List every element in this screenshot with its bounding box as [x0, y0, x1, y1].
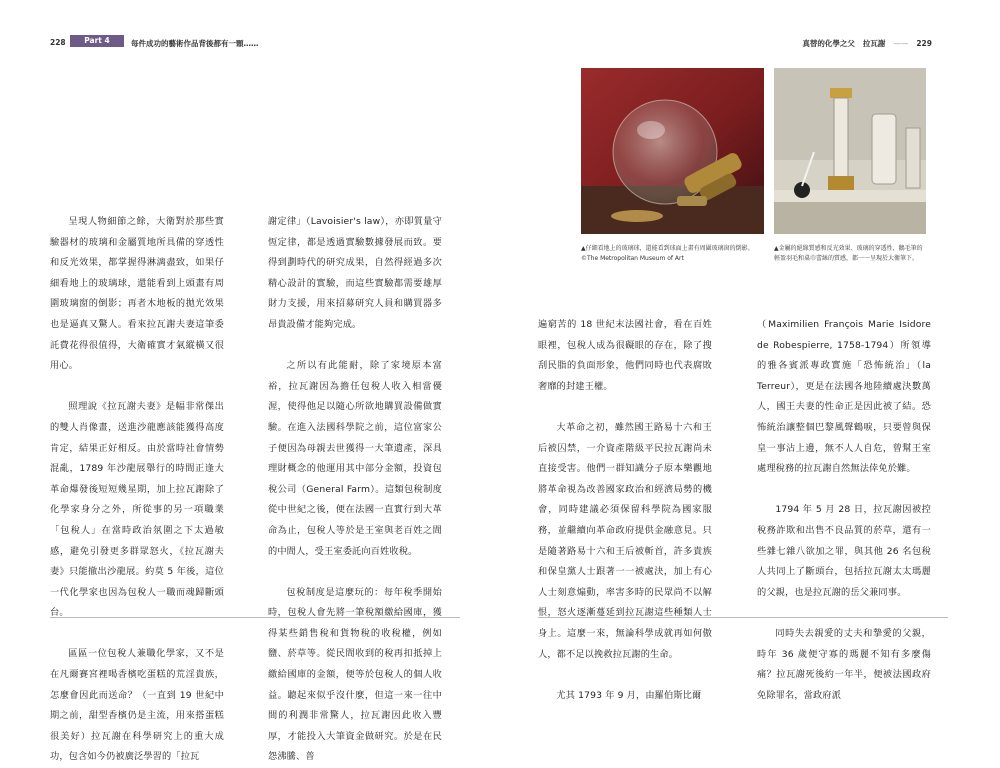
left-column-1 [50, 212, 224, 768]
part-badge: Part 4 [70, 35, 124, 47]
photo-caption-left [581, 244, 759, 264]
page-number-left: 228 [50, 38, 66, 47]
left-column-2 [268, 212, 442, 768]
glass-globe-detail-photo [581, 68, 764, 234]
paragraph: 大革命之初，雖然國王路易十六和王后被囚禁，一介資產階級平民拉瓦謝尚未直接受害。他們一群知識分子原本樂觀地將革命視為改善國家政治和經濟局勢的機會，同時建議必須保留科學院為國家服務，並繼續向革命政府提供金融意見。只是隨著路易十六和王后被斬首，許多貴族和保皇黨人士跟著一一被處決，加上有心人士刻意煽動，率害多時的民眾尚不以解恨，怒火逐漸蔓延到拉瓦謝這些種類人士身上。這麼一來，無論科學成就再如何傲人，都不足以挽救拉瓦謝的生命。 [538, 421, 712, 660]
paragraph: 之所以有此能耐，除了家境原本富裕，拉瓦謝因為擔任包稅人收入相當優渥，使得他足以隨心所欲地購買設備做實驗。在進入法國科學院之前，這位富家公子便因為母親去世獲得一大筆遺產，深具理財概念的他運用其中部分金額，投資包稅公司（General Farm）。這類包稅制度從中世紀之後，便在法國一直實行到大革命為止，包稅人等於是王室與老百姓之間的中間人，受王室委託向百姓收稅。 [268, 360, 442, 557]
photo-credit: ©The Metropolitan Museum of Art [581, 255, 684, 262]
right-column-2 [757, 315, 931, 706]
paragraph: 包稅制度是這麼玩的：每年稅季開始時，包稅人會先將一筆稅額繳給國庫，獲得某些銷售稅和貨物稅的收稅權，例如鹽、菸草等。從民間收到的稅再扣抵掉上繳給國庫的金額，便等於包稅人的個人收益。聽起來似乎沒什麼，但這一來一往中間的利潤非常驚人，拉瓦謝因此收入豐厚，才能投入大筆資金做研究。於是在民怨沸騰、普 [268, 586, 442, 763]
footer-rule-right [538, 617, 948, 618]
right-column-1 [538, 315, 712, 706]
paragraph: 尤其 1793 年 9 月，由羅伯斯比爾 [556, 689, 702, 701]
running-header-left: 每件成功的藝術作品背後都有一顆…… [131, 39, 259, 48]
paragraph: 1794 年 5 月 28 日，拉瓦謝因被控稅務詐欺和出售不良品質的菸草，還有一些雜七雜八欲加之罪，與其他 26 名包稅人共同上了斷頭台，包括拉瓦謝太太瑪麗的父親，也是拉瓦謝的岳父兼同事。 [757, 504, 931, 598]
paragraph: 遍窮苦的 18 世紀末法國社會，看在百姓眼裡，包稅人成為很礙眼的存在，除了搜刮民脂的負面形象，他們同時也代表腐敗奢靡的封建王權。 [538, 319, 712, 392]
chapter-name: 拉瓦謝 [862, 39, 886, 48]
page-number-right: 229 [916, 39, 932, 48]
paragraph: 呈現人物細節之餘，大衛對於那些實驗器材的玻璃和金屬質地所具備的穿透性和反光效果，都掌握得淋漓盡致，如果仔細看地上的玻璃球，還能看到上頭畫有周圍玻璃窗的倒影；再者木地板的拋光效果也是逼真又驚人。看來拉瓦謝夫妻這筆委託費花得很值得，大衛確實才氣縱橫又很用心。 [50, 216, 224, 372]
paragraph: 同時失去親愛的丈夫和摯愛的父親，時年 36 歲便守寡的瑪麗不知有多麼傷痛？拉瓦謝死後約一年半，便被法國政府免除罪名，當政府派 [757, 627, 931, 701]
lab-instruments-detail-photo [774, 68, 926, 234]
running-header-right [790, 38, 932, 49]
header-dash: —— [893, 39, 909, 48]
photo-caption-right: ▲金屬的絕緣質感和反光效果、玻璃的穿透性，鵝毛筆的輕盈羽毛和桌巾蕾絲的質感，都一一呈現於大衛筆下。 [774, 245, 923, 262]
paragraph: 區區一位包稅人兼職化學家，又不是在凡爾賽宮裡喝香檳吃蛋糕的荒淫貴族，怎麼會因此而送命？（一直到 19 世紀中期之前，甜型香檳仍是主流，用來搭蛋糕很美好）拉瓦謝在科學研究上的重大成功，包含如今仍被廣泛學習的「拉瓦 [50, 648, 224, 763]
paragraph: （Maximilien François Marie Isidore de Robespierre, 1758-1794）所領導的雅各賓派專政實施「恐怖統治」（la Terreur），更是在法國各地陸續處決數萬人，國王夫妻的性命正是因此被了結。恐怖統治讓整個巴黎風聲鶴唳，只要曾與保皇一事沾上邊，無不人人自危，曾幫王室處理稅務的拉瓦謝自然無法倖免於難。 [757, 319, 931, 475]
footer-rule-left [50, 617, 460, 618]
caption-text: ▲仔細看地上的玻璃球，還能看到球面上畫有周圍玻璃窗的倒影。 [581, 245, 754, 252]
paragraph: 謝定律」（Lavoisier's law），亦即質量守恆定律，都是透過實驗數據發展而致。要得到劃時代的研究成果，自然得經過多次精心設計的實驗，而這些實驗都需要雄厚財力支援，用來招募研究人員和購買器多昂貴設備才能夠完成。 [268, 216, 442, 330]
paragraph: 照理說《拉瓦謝夫妻》是幅非常傑出的雙人肖像畫，送進沙龍應該能獲得高度肯定，結果正好相反。由於當時社會情勢混亂，1789 年沙龍展舉行的時間正逢大革命爆發後短短幾星期，加上拉瓦謝除了化學家身分之外，所從事的另一項職業「包稅人」在當時政治氛圍之下太過敏感，避免引發更多群眾怒火，《拉瓦謝夫妻》只能撤出沙龍展。約莫 5 年後，這位一代化學家也因為包稅人一職而魂歸斷頭台。 [50, 401, 224, 619]
chapter-title: 真替的化學之父 [802, 39, 855, 48]
